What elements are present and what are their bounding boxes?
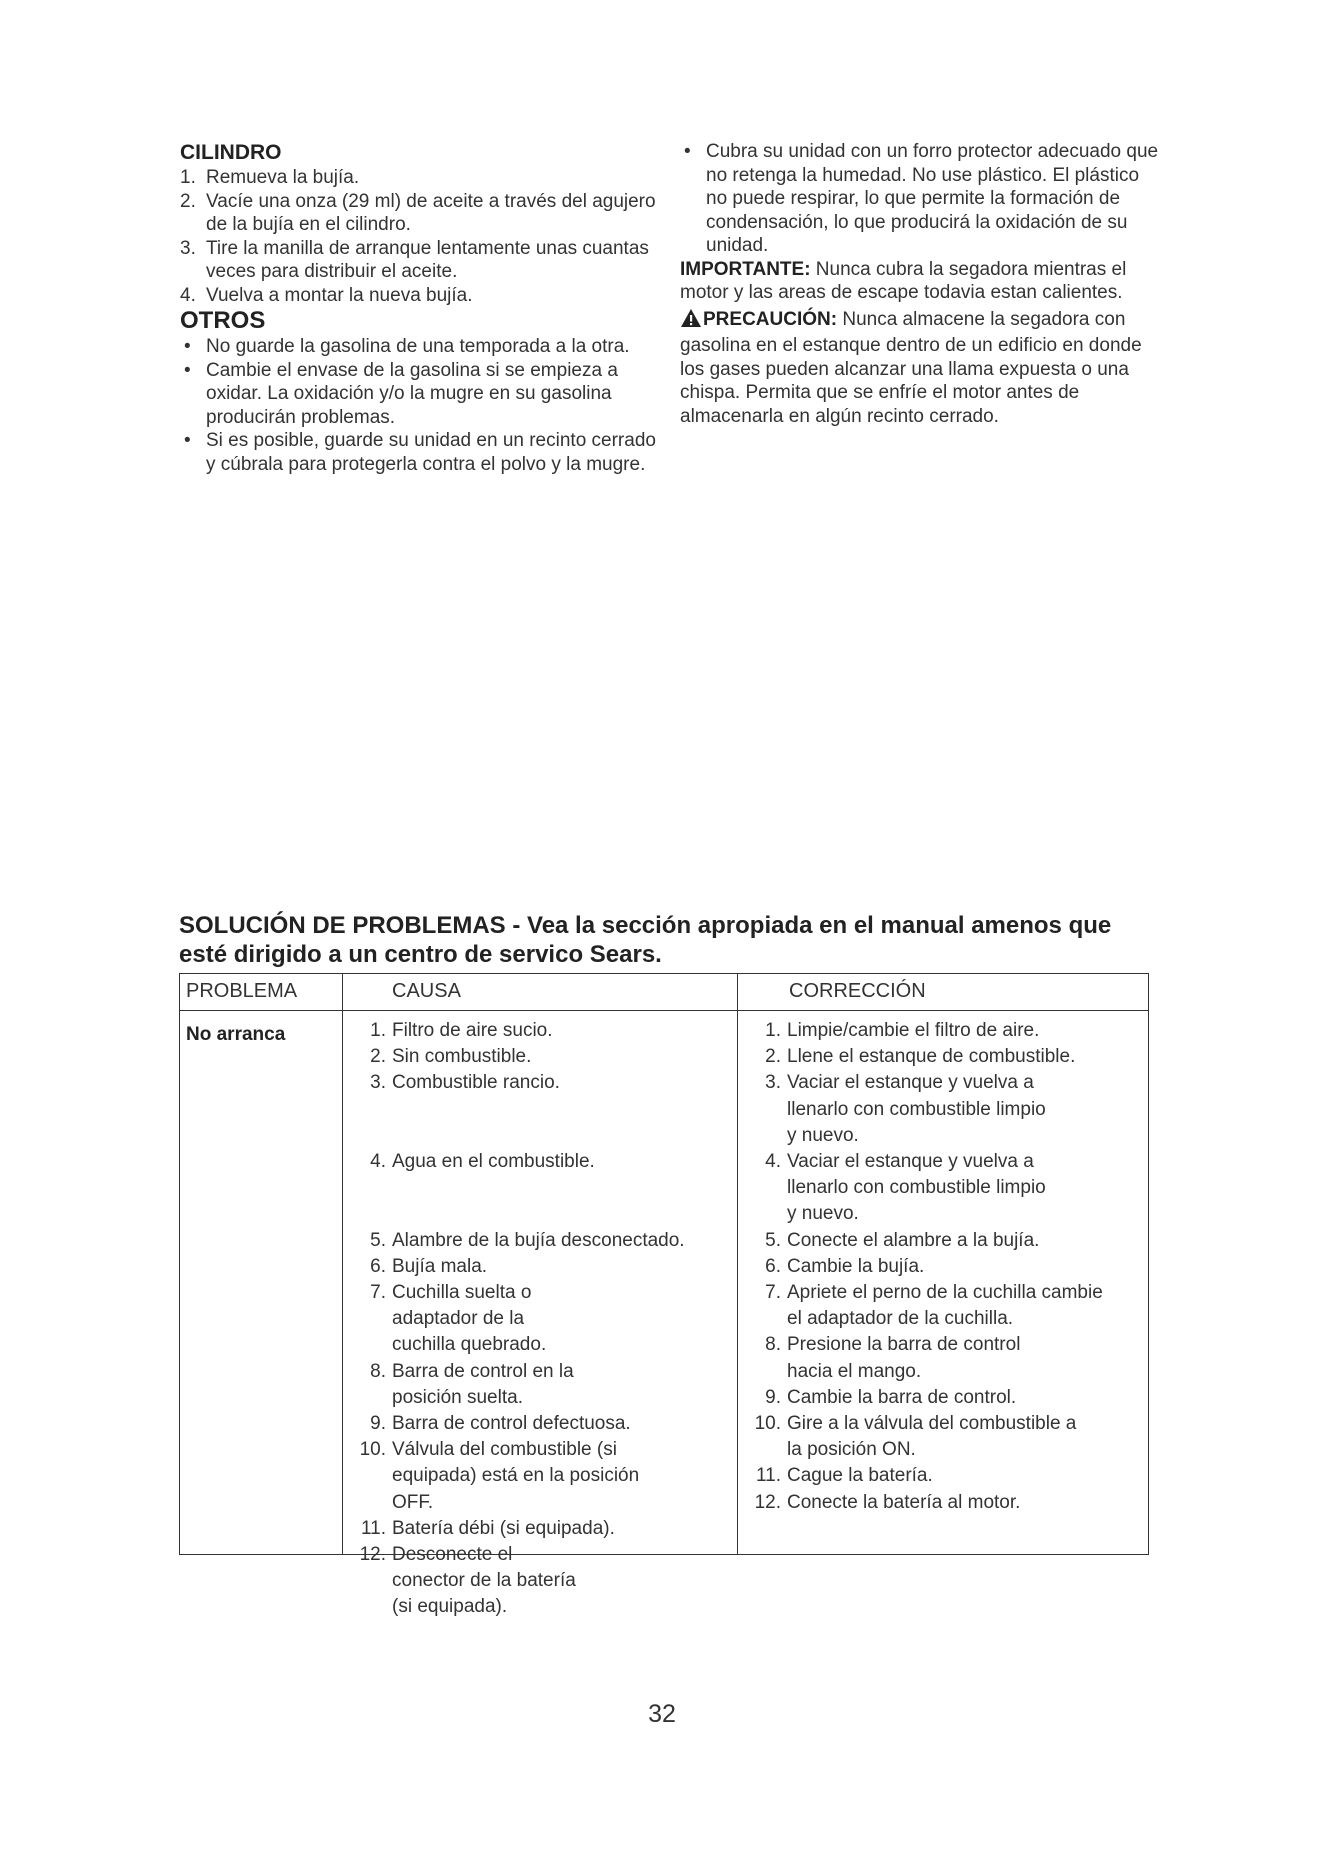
list-item <box>180 166 660 190</box>
bullet-text: No guarde la gasolina de una temporada a la otra. <box>206 336 630 357</box>
correction-item <box>745 1490 1145 1516</box>
causes-list <box>350 1018 735 1621</box>
step-text: Vuelva a montar la nueva bujía. <box>206 284 473 306</box>
correction-item <box>745 1254 1145 1280</box>
cause-text: Cuchilla suelta o adaptador de la cuchilla quebrado. <box>392 1282 547 1356</box>
cause-item <box>350 1149 735 1175</box>
correction-number: 8. <box>765 1334 781 1356</box>
correction-number: 6. <box>765 1255 781 1277</box>
correction-number: 1. <box>765 1020 781 1041</box>
cause-item <box>350 1359 735 1411</box>
cause-item <box>350 1411 735 1437</box>
correction-text: Cambie la barra de control. <box>787 1386 1017 1408</box>
bullet-text: Cubra su unidad con un forro protector adecuado que no retenga la humedad. No use plástico. El plástico no puede respirar, lo que permite la formación de condensación, lo que producirá la oxidación de su unidad. <box>706 141 1159 256</box>
cause-item <box>350 1070 735 1096</box>
correction-item <box>745 1149 1145 1228</box>
cause-number: 5. <box>370 1229 386 1251</box>
cause-text: Barra de control defectuosa. <box>392 1413 631 1435</box>
correction-text: Limpie/cambie el filtro de aire. <box>787 1020 1040 1041</box>
bullet-glyph: • <box>184 430 191 451</box>
header-problem: PROBLEMA <box>186 980 298 1002</box>
cause-text: Batería débi (si equipada). <box>392 1517 615 1539</box>
correction-number: 5. <box>765 1229 781 1251</box>
list-item <box>180 429 660 476</box>
cilindro-steps <box>180 166 660 307</box>
cause-text: Agua en el combustible. <box>392 1151 595 1172</box>
cause-number: 9. <box>370 1413 386 1435</box>
correction-number: 12. <box>754 1491 781 1513</box>
cause-item <box>350 1254 735 1280</box>
cause-number: 7. <box>370 1282 386 1303</box>
step-text: Remueva la bujía. <box>206 167 360 188</box>
correction-number: 11. <box>755 1465 781 1487</box>
correction-item <box>745 1228 1145 1254</box>
step-number: 2. <box>180 190 196 212</box>
cause-item <box>350 1516 735 1542</box>
correction-number: 4. <box>765 1151 781 1173</box>
cause-item <box>350 1542 735 1621</box>
cause-number: 3. <box>370 1072 386 1094</box>
cause-text: Filtro de aire sucio. <box>392 1020 553 1041</box>
cause-item <box>350 1437 735 1516</box>
list-item <box>680 140 1160 258</box>
otros-bullets <box>180 335 660 476</box>
correction-item <box>745 1044 1145 1070</box>
correction-text: Cambie la bujía. <box>787 1255 925 1277</box>
correction-text: Apriete el perno de la cuchilla cambie el adaptador de la cuchilla. <box>787 1282 1103 1330</box>
cause-number: 12. <box>359 1544 386 1566</box>
correction-number: 10. <box>754 1413 781 1435</box>
cause-text: Sin combustible. <box>392 1046 532 1068</box>
cause-text: Combustible rancio. <box>392 1072 560 1094</box>
importante-note <box>680 258 1160 305</box>
importante-label: IMPORTANTE: <box>680 258 811 280</box>
precaucion-note <box>680 308 1160 429</box>
precaucion-label: PRECAUCIÓN: <box>703 308 838 330</box>
correction-item <box>745 1280 1145 1332</box>
header-cause: CAUSA <box>392 980 461 1002</box>
step-text: Vacíe una onza (29 ml) de aceite a través del agujero de la bujía en el cilindro. <box>206 190 656 235</box>
step-text: Tire la manilla de arranque lentamente unas cuantas veces para distribuir el aceite. <box>206 237 649 282</box>
otros-bullets-continued <box>680 140 1160 258</box>
correction-text: Conecte la batería al motor. <box>787 1491 1021 1513</box>
cause-number: 1. <box>370 1020 386 1041</box>
correction-number: 9. <box>765 1386 781 1408</box>
cause-text: Desconecte el conector de la batería (si equipada). <box>392 1544 576 1618</box>
correction-text: Vaciar el estanque y vuelva a llenarlo con combustible limpio y nuevo. <box>787 1072 1046 1146</box>
column-divider <box>737 974 738 1554</box>
correction-item <box>745 1463 1145 1489</box>
correction-text: Vaciar el estanque y vuelva a llenarlo con combustible limpio y nuevo. <box>787 1151 1046 1225</box>
correction-number: 2. <box>765 1046 781 1068</box>
warning-triangle-icon <box>680 308 702 335</box>
bullet-text: Cambie el envase de la gasolina si se empieza a oxidar. La oxidación y/o la mugre en su gasolina producirán problemas. <box>206 359 618 428</box>
cause-item <box>350 1018 735 1044</box>
header-correction: CORRECCIÓN <box>789 980 926 1002</box>
troubleshooting-title: SOLUCIÓN DE PROBLEMAS - Vea la sección apropiada en el manual amenos que esté dirigido a un centro de servico Sears. <box>179 912 1112 968</box>
correction-item <box>745 1332 1145 1384</box>
correction-item <box>745 1070 1145 1149</box>
cause-item <box>350 1044 735 1070</box>
step-number: 4. <box>180 284 196 306</box>
correction-item <box>745 1385 1145 1411</box>
correction-item <box>745 1018 1145 1044</box>
step-number: 1. <box>180 167 196 188</box>
cause-number: 8. <box>370 1360 386 1382</box>
troubleshooting-table <box>179 973 1149 1618</box>
list-item <box>180 284 660 308</box>
correction-item <box>745 1411 1145 1463</box>
bullet-glyph: • <box>184 336 191 357</box>
precaucion-text: Nunca almacene la segadora con gasolina en el estanque dentro de un edificio en donde los gases pueden alcanzar una llama expuesta o una chispa. Permita que se enfríe el motor antes de almacenarla en algún recinto cerrado. <box>680 308 1142 427</box>
right-column <box>680 140 1160 428</box>
cause-number: 6. <box>370 1255 386 1277</box>
cause-item <box>350 1280 735 1359</box>
left-column <box>180 140 660 476</box>
page-number: 32 <box>648 1700 676 1728</box>
cause-text: Bujía mala. <box>392 1255 488 1277</box>
correction-number: 7. <box>765 1282 781 1304</box>
corrections-list <box>745 1018 1145 1516</box>
cause-number: 10. <box>359 1439 386 1461</box>
cause-number: 11. <box>360 1517 386 1539</box>
list-item <box>180 237 660 284</box>
cause-text: Alambre de la bujía desconectado. <box>392 1229 685 1251</box>
step-number: 3. <box>180 237 196 259</box>
list-item <box>180 190 660 237</box>
bullet-glyph: • <box>184 359 191 381</box>
bullet-text: Si es posible, guarde su unidad en un recinto cerrado y cúbrala para protegerla contra el polvo y la mugre. <box>206 430 656 475</box>
correction-text: Presione la barra de control hacia el mango. <box>787 1334 1021 1382</box>
bullet-glyph: • <box>684 141 691 162</box>
cilindro-heading: CILINDRO <box>180 141 282 164</box>
cause-text: Válvula del combustible (si equipada) está en la posición OFF. <box>392 1439 640 1513</box>
cause-text: Barra de control en la posición suelta. <box>392 1360 574 1408</box>
column-divider <box>342 974 343 1554</box>
correction-text: Gire a la válvula del combustible a la posición ON. <box>787 1413 1077 1461</box>
cause-item <box>350 1228 735 1254</box>
correction-text: Conecte el alambre a la bujía. <box>787 1229 1040 1251</box>
problem-cell: No arranca <box>186 1024 286 1045</box>
correction-text: Llene el estanque de combustible. <box>787 1046 1076 1068</box>
otros-heading: OTROS <box>180 307 266 334</box>
cause-number: 4. <box>370 1151 386 1172</box>
cause-number: 2. <box>370 1046 386 1068</box>
correction-text: Cague la batería. <box>787 1465 933 1487</box>
importante-text: Nunca cubra la segadora mientras el motor y las areas de escape todavia estan calientes. <box>680 258 1127 303</box>
header-divider <box>180 1010 1148 1011</box>
list-item <box>180 335 660 359</box>
list-item <box>180 359 660 430</box>
correction-number: 3. <box>765 1072 781 1094</box>
